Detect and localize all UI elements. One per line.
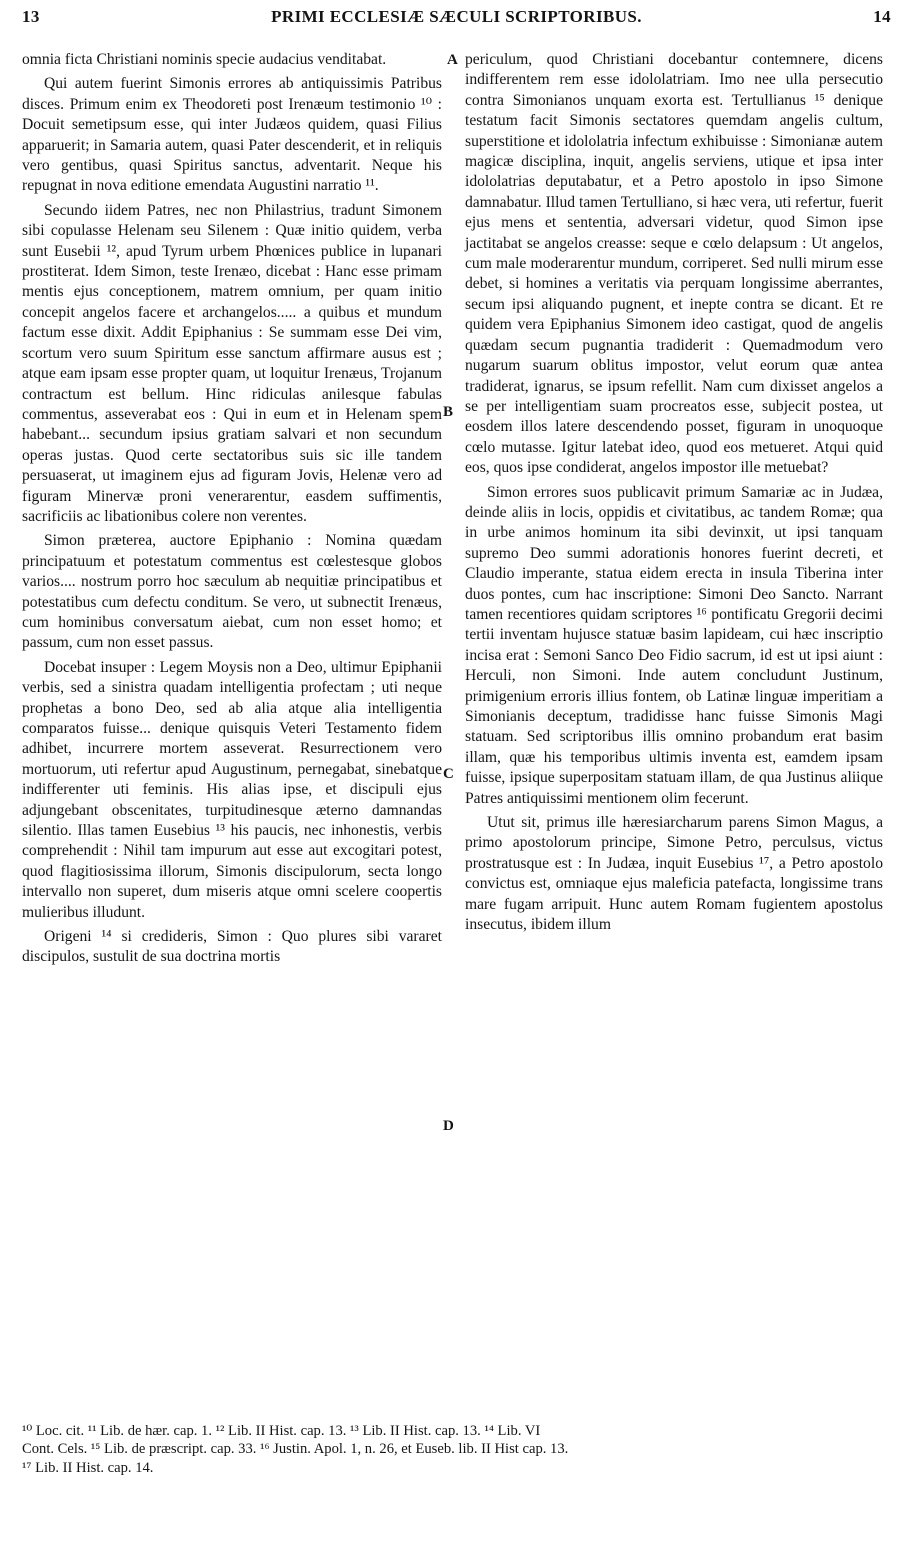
- left-page-number: 13: [22, 7, 40, 26]
- right-column: [465, 50, 883, 935]
- margin-letter-a: A: [447, 52, 458, 68]
- margin-letter-d: D: [443, 1118, 454, 1134]
- paragraph: Simon præterea, auctore Epiphanio : Nomina quædam principatuum et potestatum commentus est cœlestesque globos varios.... nostrum porro hoc sæculum ab nequitiæ principatibus et potestatibus cum defectu conditum. Se vero, ut subnectit Irenæus, cum hominibus conversatum aiebat, cum non esset homo; et passum, cum non esset passus.: [22, 532, 442, 652]
- paragraph: Qui autem fuerint Simonis errores ab antiquissimis Patribus disces. Primum enim ex Theodoreti post Irenæum testimonio ¹⁰ : Docuit semetipsum esse, qui inter Judæos quidem, quasi Filius apparuerit; in Samaria autem, quasi Pater descenderit, et in reliquis vero gentibus, quasi Spiritus sanctus, adventarit. Neque his repugnat in nova editione emendata Augustini narratio ¹¹.: [22, 75, 442, 195]
- footnotes: [22, 1422, 884, 1477]
- paragraph: Utut sit, primus ille hæresiarcharum parens Simon Magus, a primo apostolorum principe, Simone Petro, perculsus, victus prostratusque est : In Judæa, inquit Eusebius ¹⁷, a Petro apostolo convictus est, omniaque ejus maleficia patefacta, longissime trans mare fugam arripuit. Hunc autem Romam fugientem apostolus insecutus, ibidem illum: [465, 814, 883, 934]
- paragraph: Origeni ¹⁴ si credideris, Simon : Quo plures sibi vararet discipulos, sustulit de sua doctrina mortis: [22, 928, 442, 966]
- margin-letter-b: B: [443, 404, 454, 420]
- running-title: PRIMI ECCLESIÆ SÆCULI SCRIPTORIBUS.: [271, 7, 642, 26]
- paragraph: Secundo iidem Patres, nec non Philastrius, tradunt Simonem sibi copulasse Helenam seu Silenem : Quæ initio quidem, verba sunt Eusebii ¹², apud Tyrum urbem Phœnices publice in lupanari prostiterat. Idem Simon, teste Irenæo, dicebat : Hanc esse primam mentis ejus conceptionem, matrem omnium, per quam initio concepit angelos facere et archangelos..... a quibus et mundum factum esse dixit. Addit Epiphanius : Se summam esse Dei vim, scortum vero suum Spiritum esse sanctum affirmare ausus est ; atque eam ipsam esse propter quam, ut loquitur Irenæus, Trojanum contractum est bellum. Hinc ridiculas anilesque fabulas commentus, asseverabat eos : Qui in eum et in Helenam spem habebant... secundum ipsius gratiam salvari et non secundum operas justas. Quod certe sectatoribus suis sic ille tandem persuaserat, ut imaginem ejus ad figuram Jovis, Helenæ vero ad figuram Minervæ proni venerarentur, easdem suffimentis, sacrificiis ac libationibus colere non verentes.: [22, 201, 442, 525]
- footnote-line: ¹⁷ Lib. II Hist. cap. 14.: [22, 1459, 154, 1476]
- footnote-line: ¹⁰ Loc. cit. ¹¹ Lib. de hær. cap. 1. ¹² Lib. II Hist. cap. 13. ¹³ Lib. II Hist. cap. 13. ¹⁴ Lib. VI: [22, 1423, 541, 1439]
- paragraph: Simon errores suos publicavit primum Samariæ ac in Judæa, deinde aliis in locis, oppidis et civitatibus, ac tandem Romæ; qua in urbe animos hominum ita sibi devinxit, ut ipsi tanquam supremo Deo summi adorationis honores fuerint decreti, et Claudio imperante, statua eidem erecta in insula Tiberina inter duos pontes, cum hac inscriptione: Simoni Deo Sancto. Narrant tamen recentiores quidam scriptores ¹⁶ pontificatu Gregorii decimi tertii inventam hujusce statuæ basim lapideam, cui hæc inscriptio incisa erat : Semoni Sanco Deo Fidio sacrum, id est ut ipsi aiunt : Herculi, non Simoni. Inde autem concludunt Justinum, primigenium erroris illius fontem, ob Latinæ linguæ imperitiam a Simonianis deceptum, tradidisse hanc fuisse Simonis Magi statuam. Sed scriptoribus illis omnino probandum erat basim illam, quæ his temporibus ultimis inventa est, eamdem ipsam fuisse, ipsique superpositam statuam illam, de qua Justinus aliique Patres antiquissimi mentionem olim fecerunt.: [465, 483, 883, 807]
- paragraph: periculum, quod Christiani docebantur contemnere, dicens indifferentem rem esse idololatriam. Imo nee ulla persecutio contra Simonianos unquam exorta est. Tertullianus ¹⁵ denique testatum facit Simonis sectatores quemdam angelis cultum, superstitione et idololatria infectum exhibuisse : Simonianæ autem magicæ disciplina, inquit, angelis serviens, utique et ipsa inter idololatrias deputabatur, et a Petro apostolo in ipso Simone damnabatur. Illud tamen Tertulliano, si hæc vera, uti refertur, fuerit ejus mens et sententia, adversari videtur, quod Simon ipse jactitabat se angelos creasse: seque e cœlo delapsum : Ut angelos, cum male moderarentur mundum, corriperet. Sed nulli mirum esse debet, si homines a veritatis via perquam longissime aberrantes, secum ipsi aliquando pugnent, et inepte contra se dicant. Et re quidem vera Epiphanius Simonem ideo castigat, quod de angelis quædam secum pugnantia tradiderit : Quemadmodum vero nugarum suarum oblitus impostor, velut eorum quæ antea tradiderat, ignarus, se ipsum refellit. Nam cum dixisset angelos a se per intelligentiam suam procreatos esse, subjecit postea, ut eosdem illos latere descendendo posset, figuram in unoquoque cœlo mutasse. Igitur latebat ideo, quod eos metueret. Atqui quid eos, quos ipse condiderat, angelos impostor ille metuebat?: [465, 51, 883, 477]
- right-page-number: 14: [873, 7, 891, 26]
- paragraph: Docebat insuper : Legem Moysis non a Deo, ultimur Epiphanii verbis, sed a sinistra quadam intelligentia profectam ; uti neque prophetas a bono Deo, sed ab alia atque alia intelligentia comparatos fuisse... denique quisquis Veteri Testamento fidem adhibet, incurrere mortem asseverat. Resurrectionem vero mortuorum, uti refertur apud Augustinum, pernegabat, sinebatque indifferenter uti feminis. His alias ipse, et discipuli ejus adjungebant obscenitates, turpitudinesque æterno damnandas silentio. Illas tamen Eusebius ¹³ his paucis, nec inhonestis, verbis comprehendit : Nihil tam impurum aut esse aut excogitari potest, quod flagitiosissima illorum, Simonis discipulorum, secta longo intervallo non superet, dum miseris atque omni scelere coopertis mulieribus illudunt.: [22, 658, 442, 921]
- margin-letter-c: C: [443, 766, 454, 782]
- footnote-line: Cont. Cels. ¹⁵ Lib. de præscript. cap. 33. ¹⁶ Justin. Apol. 1, n. 26, et Euseb. lib. II Hist cap. 13.: [22, 1441, 569, 1458]
- running-header: [22, 7, 891, 35]
- paragraph: omnia ficta Christiani nominis specie audacius venditabat.: [22, 51, 387, 68]
- left-column: [22, 50, 442, 968]
